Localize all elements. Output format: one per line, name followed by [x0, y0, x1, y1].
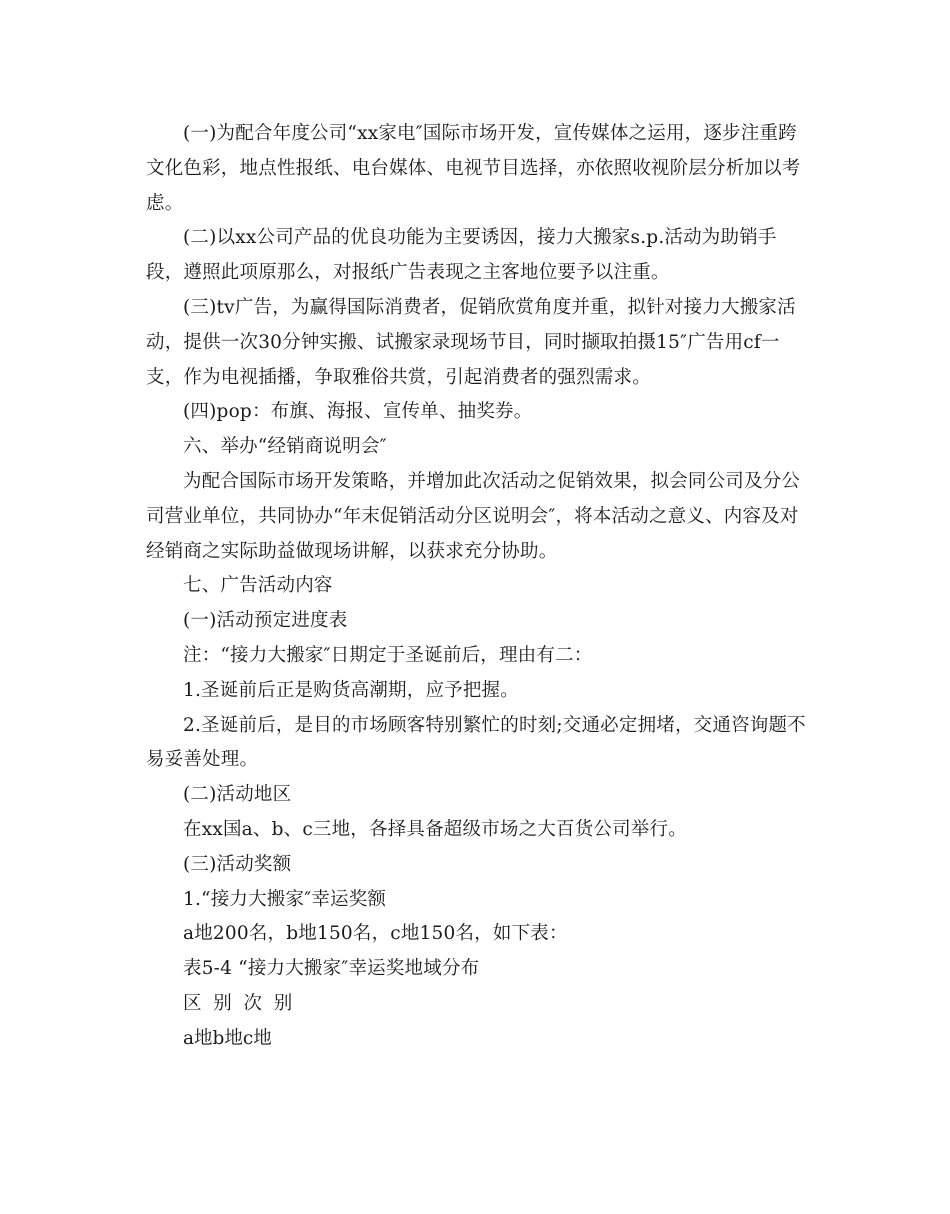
table-region-row: a地b地c地	[183, 1027, 272, 1049]
table-header-row: 区 别 次 别	[183, 992, 293, 1014]
section-heading-7: 七、广告活动内容	[183, 575, 333, 597]
section-heading-6: 六、举办“经销商说明会″	[183, 436, 387, 458]
document-body	[146, 117, 812, 1057]
paragraph-region: 在xx国a、b、c三地，各择具备超级市场之大百货公司举行。	[183, 818, 687, 840]
paragraph-prize-counts: a地200名，b地150名，c地150名，如下表：	[183, 923, 568, 945]
subheading-schedule: (一)活动预定进度表	[183, 610, 348, 632]
paragraph-1: (一)为配合年度公司“xx家电″国际市场开发，宣传媒体之运用，逐步注重跨文化色彩，地点性报纸、电台媒体、电视节目选择，亦依照收视阶层分析加以考虑。	[146, 123, 801, 214]
subheading-region: (二)活动地区	[183, 784, 292, 806]
paragraph-reason-1: 1.圣诞前后正是购货高潮期，应予把握。	[183, 679, 519, 701]
paragraph-6: 为配合国际市场开发策略，并增加此次活动之促销效果，拟会同公司及分公司营业单位，共同协办“年末促销活动分区说明会″，将本活动之意义、内容及对经销商之实际助益做现场讲解，以获求充分协助。	[146, 470, 801, 562]
subheading-prizes: (三)活动奖额	[183, 853, 292, 875]
paragraph-3: (三)tv广告，为赢得国际消费者，促销欣赏角度并重，拟针对接力大搬家活动，提供一次30分钟实搬、试搬家录现场节目，同时撷取拍摄15″广告用cf一支，作为电视插播，争取雅俗共赏，引起消费者的强烈需求。	[146, 296, 796, 388]
paragraph-prize-title: 1.“接力大搬家″幸运奖额	[183, 888, 387, 910]
paragraph-note: 注：“接力大搬家″日期定于圣诞前后，理由有二：	[183, 644, 593, 666]
paragraph-reason-2: 2.圣诞前后，是目的市场顾客特别繁忙的时刻;交通必定拥堵，交通咨询题不易妥善处理。	[146, 714, 806, 771]
paragraph-2: (二)以xx公司产品的优良功能为主要诱因，接力大搬家s.p.活动为助销手段，遵照此项原那么，对报纸广告表现之主客地位要予以注重。	[146, 227, 777, 284]
paragraph-4: (四)pop：布旗、海报、宣传单、抽奖券。	[183, 401, 533, 423]
table-caption: 表5-4 “接力大搬家″幸运奖地域分布	[183, 958, 480, 980]
